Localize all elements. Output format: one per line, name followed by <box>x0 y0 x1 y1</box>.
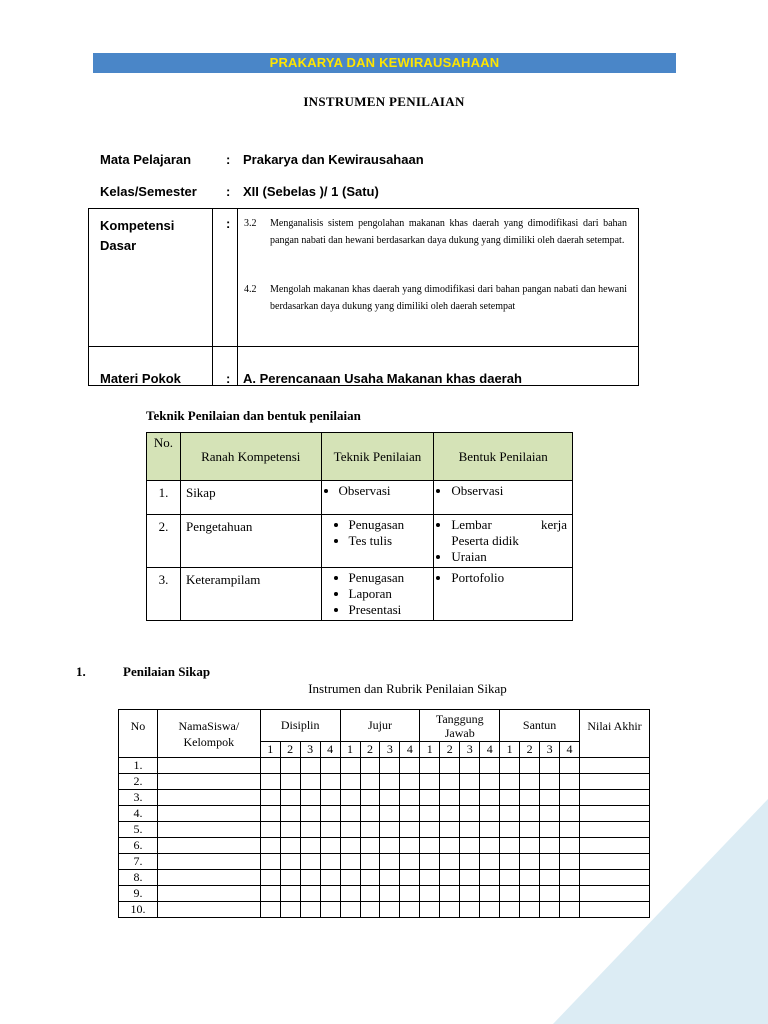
table-row <box>119 774 650 790</box>
table-cell <box>460 838 480 854</box>
table-cell <box>340 870 360 886</box>
kompetensi-colon: : <box>226 216 231 231</box>
table-cell <box>440 838 460 854</box>
header-no: No <box>119 710 158 758</box>
table-cell <box>480 886 500 902</box>
kerja-word: kerja <box>541 517 567 532</box>
list-item: • Tes tulis <box>349 533 429 549</box>
row-number: 10. <box>119 902 158 918</box>
kd1-number: 3.2 <box>244 218 257 229</box>
table-cell <box>280 854 300 870</box>
header-nilai-akhir: Nilai Akhir <box>580 710 650 758</box>
header-bentuk: Bentuk Penilaian <box>434 433 573 481</box>
table-cell <box>540 758 560 774</box>
sikap-header-row <box>119 710 650 742</box>
row-no: 1. <box>147 481 181 515</box>
table-cell <box>340 854 360 870</box>
kbox-divider-2 <box>237 209 238 385</box>
table-cell <box>380 806 400 822</box>
table-cell <box>500 758 520 774</box>
table-cell <box>400 790 420 806</box>
score-header: 4 <box>320 742 340 758</box>
table-cell <box>500 790 520 806</box>
subject-banner: PRAKARYA DAN KEWIRAUSAHAAN <box>93 53 676 73</box>
table-cell <box>460 790 480 806</box>
table-cell <box>460 886 480 902</box>
table-cell <box>300 854 320 870</box>
table-cell <box>320 902 340 918</box>
table-cell <box>520 902 540 918</box>
teknik-table <box>146 432 573 621</box>
table-cell <box>320 774 340 790</box>
table-cell <box>260 822 280 838</box>
table-cell <box>400 838 420 854</box>
table-cell <box>280 822 300 838</box>
table-cell <box>460 870 480 886</box>
table-cell <box>280 902 300 918</box>
table-cell <box>360 870 380 886</box>
table-cell <box>300 886 320 902</box>
table-cell <box>340 758 360 774</box>
table-cell <box>520 790 540 806</box>
table-cell <box>157 854 260 870</box>
table-cell <box>340 790 360 806</box>
table-cell <box>480 806 500 822</box>
table-cell <box>420 854 440 870</box>
row-bentuk <box>434 568 573 621</box>
table-cell <box>360 822 380 838</box>
table-cell <box>380 758 400 774</box>
table-cell <box>340 822 360 838</box>
table-cell <box>480 902 500 918</box>
teknik-header-row <box>147 433 573 481</box>
table-cell <box>300 822 320 838</box>
table-cell <box>260 774 280 790</box>
row-teknik <box>321 515 434 568</box>
list-item: • Observasi <box>451 483 567 499</box>
row-no: 2. <box>147 515 181 568</box>
table-cell <box>380 790 400 806</box>
table-cell <box>340 806 360 822</box>
score-header: 1 <box>500 742 520 758</box>
table-cell <box>300 902 320 918</box>
table-cell <box>360 790 380 806</box>
table-cell <box>500 774 520 790</box>
table-cell <box>260 854 280 870</box>
table-cell <box>500 854 520 870</box>
table-cell <box>440 790 460 806</box>
header-jujur: Jujur <box>340 710 420 742</box>
score-header: 1 <box>420 742 440 758</box>
sikap-heading: Penilaian Sikap <box>123 664 211 679</box>
header-nama: NamaSiswa/ Kelompok <box>157 710 260 758</box>
table-cell <box>157 870 260 886</box>
kelas-value: XII (Sebelas )/ 1 (Satu) <box>243 184 379 199</box>
list-item: • Penugasan <box>349 517 429 533</box>
table-cell <box>440 854 460 870</box>
table-cell <box>320 758 340 774</box>
table-cell <box>420 774 440 790</box>
table-cell <box>300 838 320 854</box>
score-header: 4 <box>480 742 500 758</box>
table-cell <box>280 838 300 854</box>
mapel-colon: : <box>226 152 231 167</box>
materi-colon: : <box>226 371 231 386</box>
table-cell <box>420 838 440 854</box>
table-row <box>119 758 650 774</box>
row-number: 8. <box>119 870 158 886</box>
table-cell <box>260 790 280 806</box>
table-cell <box>380 886 400 902</box>
score-header: 3 <box>460 742 480 758</box>
score-header: 3 <box>380 742 400 758</box>
table-row <box>147 481 573 515</box>
score-header: 2 <box>360 742 380 758</box>
mapel-label: Mata Pelajaran <box>100 152 192 167</box>
sikap-subtitle: Instrumen dan Rubrik Penilaian Sikap <box>308 681 507 696</box>
table-cell <box>320 870 340 886</box>
table-cell <box>280 886 300 902</box>
table-cell <box>420 806 440 822</box>
table-cell <box>280 870 300 886</box>
table-cell <box>157 774 260 790</box>
kelas-label: Kelas/Semester <box>100 184 197 199</box>
list-item: • Laporan <box>349 586 429 602</box>
table-cell <box>380 774 400 790</box>
table-cell <box>320 838 340 854</box>
kbox-row-divider <box>89 346 638 347</box>
row-number: 7. <box>119 854 158 870</box>
table-cell <box>420 886 440 902</box>
table-cell <box>460 902 480 918</box>
table-cell <box>480 870 500 886</box>
row-number: 2. <box>119 774 158 790</box>
row-bentuk <box>434 515 573 568</box>
table-cell <box>440 870 460 886</box>
table-cell <box>480 854 500 870</box>
header-no: No. <box>147 433 181 481</box>
table-cell <box>360 758 380 774</box>
table-cell <box>460 822 480 838</box>
lembar-word: • Lembar <box>451 517 492 532</box>
row-ranah: Sikap <box>180 481 321 515</box>
table-cell <box>157 790 260 806</box>
list-item: • Observasi <box>339 483 429 499</box>
table-cell <box>380 902 400 918</box>
table-cell <box>420 822 440 838</box>
score-header: 4 <box>560 742 580 758</box>
sikap-number: 1. <box>76 664 86 679</box>
table-cell <box>580 774 650 790</box>
table-cell <box>440 822 460 838</box>
table-cell <box>500 838 520 854</box>
table-cell <box>520 870 540 886</box>
score-header: 4 <box>400 742 420 758</box>
table-cell <box>480 774 500 790</box>
row-number: 6. <box>119 838 158 854</box>
header-ranah: Ranah Kompetensi <box>180 433 321 481</box>
mapel-value: Prakarya dan Kewirausahaan <box>243 152 424 167</box>
teknik-heading: Teknik Penilaian dan bentuk penilaian <box>146 408 361 423</box>
table-cell <box>480 822 500 838</box>
table-row <box>147 568 573 621</box>
table-cell <box>400 806 420 822</box>
kbox-divider-1 <box>212 209 213 385</box>
row-number: 4. <box>119 806 158 822</box>
header-santun: Santun <box>500 710 580 742</box>
document-title: INSTRUMEN PENILAIAN <box>303 94 465 109</box>
kelas-colon: : <box>226 184 231 199</box>
table-cell <box>320 854 340 870</box>
table-cell <box>480 838 500 854</box>
table-cell <box>400 758 420 774</box>
table-cell <box>380 870 400 886</box>
table-cell <box>280 790 300 806</box>
table-cell <box>440 774 460 790</box>
table-cell <box>440 886 460 902</box>
row-ranah: Pengetahuan <box>180 515 321 568</box>
table-cell <box>520 822 540 838</box>
table-cell <box>480 758 500 774</box>
table-cell <box>500 886 520 902</box>
list-item: • Uraian <box>451 549 567 565</box>
kd2-text: Mengolah makanan khas daerah yang dimodifikasi dari bahan pangan nabati dan hewani berdasarkan daya dukung yang dimiliki oleh daerah setempat <box>270 284 627 312</box>
table-cell <box>300 774 320 790</box>
header-teknik: Teknik Penilaian <box>321 433 434 481</box>
row-number: 1. <box>119 758 158 774</box>
table-cell <box>400 774 420 790</box>
table-cell <box>520 774 540 790</box>
score-header: 1 <box>340 742 360 758</box>
list-item: • Presentasi <box>349 602 429 618</box>
table-cell <box>460 774 480 790</box>
table-cell <box>280 758 300 774</box>
table-cell <box>420 902 440 918</box>
table-cell <box>360 902 380 918</box>
table-cell <box>500 806 520 822</box>
table-cell <box>157 838 260 854</box>
peserta-word: Peserta didik <box>451 533 519 548</box>
row-teknik <box>321 481 434 515</box>
table-cell <box>260 902 280 918</box>
table-cell <box>520 806 540 822</box>
score-header: 2 <box>440 742 460 758</box>
table-cell <box>300 806 320 822</box>
materi-label: Materi Pokok <box>100 371 181 386</box>
table-cell <box>420 870 440 886</box>
table-cell <box>440 902 460 918</box>
table-cell <box>320 886 340 902</box>
table-cell <box>320 822 340 838</box>
table-cell <box>157 902 260 918</box>
table-cell <box>560 758 580 774</box>
table-cell <box>400 822 420 838</box>
table-cell <box>157 886 260 902</box>
table-cell <box>500 822 520 838</box>
table-cell <box>560 774 580 790</box>
table-cell <box>520 758 540 774</box>
table-cell <box>300 790 320 806</box>
table-cell <box>320 806 340 822</box>
table-cell <box>380 854 400 870</box>
header-disiplin: Disiplin <box>260 710 340 742</box>
table-cell <box>300 870 320 886</box>
table-cell <box>300 758 320 774</box>
row-no: 3. <box>147 568 181 621</box>
row-number: 9. <box>119 886 158 902</box>
table-cell <box>340 774 360 790</box>
table-cell <box>380 838 400 854</box>
kompetensi-label <box>100 216 174 256</box>
table-cell <box>260 838 280 854</box>
score-header: 1 <box>260 742 280 758</box>
table-cell <box>360 806 380 822</box>
table-cell <box>500 902 520 918</box>
score-header: 3 <box>300 742 320 758</box>
list-item: • Portofolio <box>451 570 567 586</box>
table-cell <box>440 758 460 774</box>
table-cell <box>520 886 540 902</box>
row-bentuk <box>434 481 573 515</box>
table-cell <box>480 790 500 806</box>
table-cell <box>157 758 260 774</box>
corner-decoration <box>553 799 768 1024</box>
list-item <box>451 517 567 549</box>
row-ranah: Keterampilam <box>180 568 321 621</box>
table-cell <box>340 886 360 902</box>
table-row <box>147 515 573 568</box>
table-cell <box>340 902 360 918</box>
table-cell <box>260 758 280 774</box>
kd2-number: 4.2 <box>244 284 257 295</box>
row-number: 5. <box>119 822 158 838</box>
table-cell <box>157 806 260 822</box>
table-cell <box>400 870 420 886</box>
list-item: • Penugasan <box>349 570 429 586</box>
table-cell <box>360 854 380 870</box>
table-cell <box>400 902 420 918</box>
score-header: 2 <box>280 742 300 758</box>
table-cell <box>360 838 380 854</box>
table-cell <box>420 790 440 806</box>
table-cell <box>400 854 420 870</box>
score-header: 3 <box>540 742 560 758</box>
table-cell <box>280 806 300 822</box>
row-teknik <box>321 568 434 621</box>
table-cell <box>520 838 540 854</box>
table-cell <box>340 838 360 854</box>
table-cell <box>420 758 440 774</box>
kompetensi-label-2: Dasar <box>100 238 137 253</box>
table-cell <box>320 790 340 806</box>
table-cell <box>380 822 400 838</box>
kompetensi-label-1: Kompetensi <box>100 218 175 233</box>
row-number: 3. <box>119 790 158 806</box>
header-tanggung-jawab: Tanggung Jawab <box>420 710 500 742</box>
table-cell <box>280 774 300 790</box>
table-cell <box>260 806 280 822</box>
table-cell <box>157 822 260 838</box>
table-cell <box>520 854 540 870</box>
kd1-text: Menganalisis sistem pengolahan makanan khas daerah yang dimodifikasi dari bahan pangan nabati dan hewani berdasarkan daya dukung yang dimiliki oleh daerah setempat. <box>270 218 627 246</box>
table-cell <box>580 758 650 774</box>
table-cell <box>360 886 380 902</box>
table-cell <box>260 870 280 886</box>
table-cell <box>460 854 480 870</box>
score-header: 2 <box>520 742 540 758</box>
table-cell <box>460 758 480 774</box>
materi-value: A. Perencanaan Usaha Makanan khas daerah <box>243 371 522 386</box>
table-cell <box>500 870 520 886</box>
table-cell <box>440 806 460 822</box>
table-cell <box>360 774 380 790</box>
table-cell <box>460 806 480 822</box>
table-cell <box>260 886 280 902</box>
table-cell <box>400 886 420 902</box>
table-cell <box>540 774 560 790</box>
